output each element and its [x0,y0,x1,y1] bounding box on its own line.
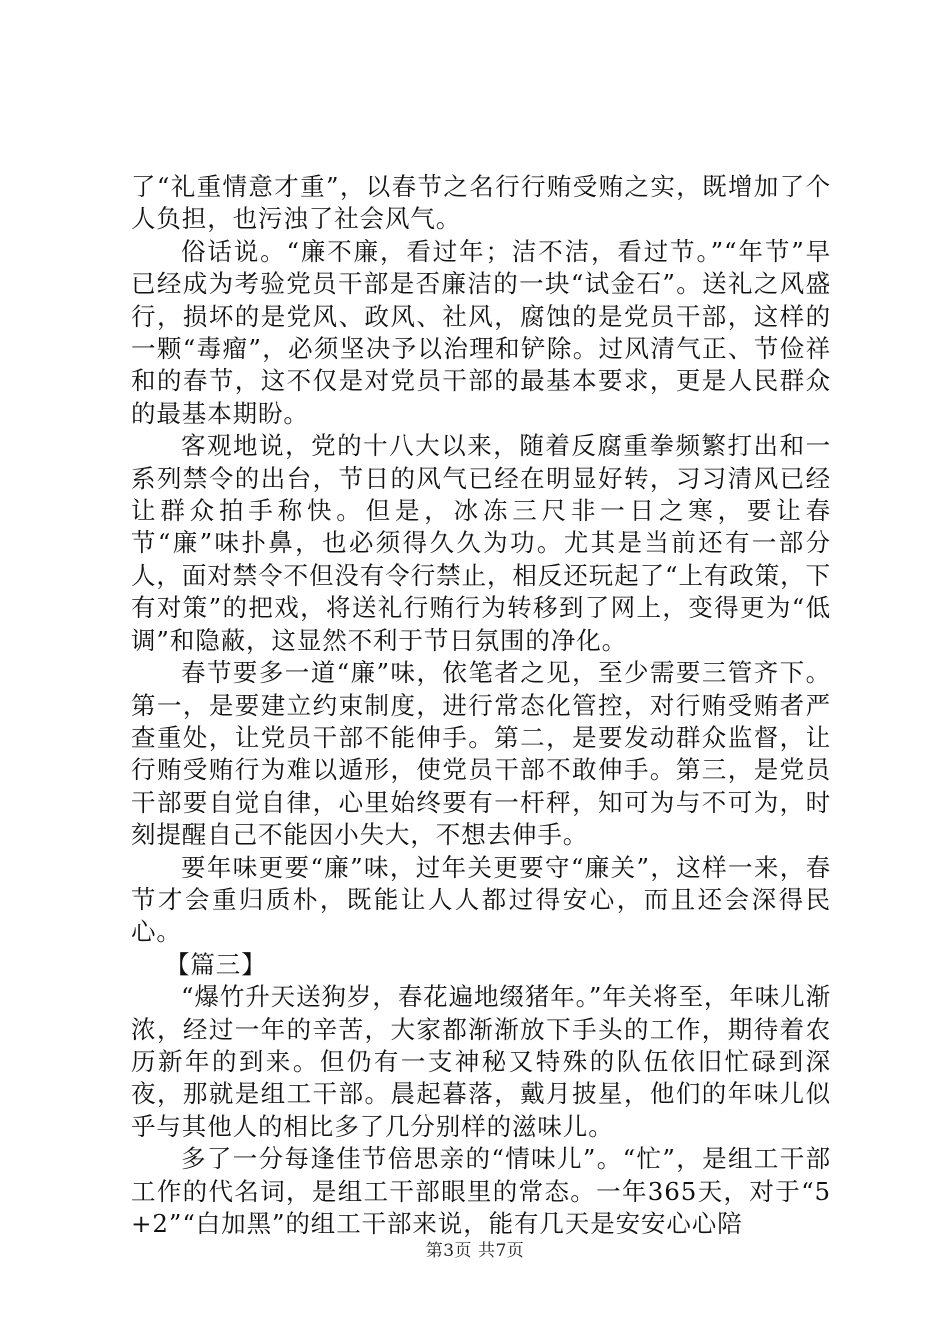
section-heading: 【篇三】 [165,949,267,979]
paragraph-objective: 客观地说，党的十八大以来，随着反腐重拳频繁打出和一系列禁令的出台，节日的风气已经在明显好转，习习清风已经让群众拍手称快。但是，冰冻三尺非一日之寒，要让春节“廉”味扑鼻，也必须得久久为功。尤其是当前还有一部分人，面对禁令不但没有令行禁止，相反还玩起了“上有政策，下有对策”的把戏，将送礼行贿行为转移到了网上，变得更为“低调”和隐蔽，这显然不利于节日氛围的净化。 [131,431,831,655]
page-number-footer: 第3页 共7页 [425,1241,525,1261]
paragraph-saying: 俗话说。“廉不廉，看过年；洁不洁，看过节。”“年节”早已经成为考验党员干部是否廉洁的一块“试金石”。送礼之风盛行，损坏的是党风、政风、社风，腐蚀的是党员干部，这样的一颗“毒瘤”，必须坚决予以治理和铲除。过风清气正、节俭祥和的春节，这不仅是对党员干部的最基本要求，更是人民群众的最基本期盼。 [131,236,831,428]
paragraph-firecrackers: “爆竹升天送狗岁，春花遍地缀猪年。”年关将至，年味儿渐浓，经过一年的辛苦，大家都渐渐放下手头的工作，期待着农历新年的到来。但仍有一支神秘又特殊的队伍依旧忙碌到深夜，那就是组工干部。晨起暮落，戴月披星，他们的年味儿似乎与其他人的相比多了几分别样的滋味儿。 [131,982,831,1141]
article-body [131,171,831,1240]
paragraph-continued: 了“礼重情意才重”，以春节之名行行贿受贿之实，既增加了个人负担，也污浊了社会风气。 [131,172,831,234]
paragraph-three-measures: 春节要多一道“廉”味，依笔者之见，至少需要三管齐下。第一，是要建立约束制度，进行常态化管控，对行贿受贿者严查重处，让党员干部不能伸手。第二，是要发动群众监督，让行贿受贿行为难以遁形，使党员干部不敢伸手。第三，是党员干部要自觉自律，心里始终要有一杆秤，知可为与不可为，时刻提醒自己不能因小失大，不想去伸手。 [131,658,831,850]
paragraph-conclusion: 要年味更要“廉”味，过年关更要守“廉关”，这样一来，春节才会重归质朴，既能让人人都过得安心，而且还会深得民心。 [131,852,831,947]
paragraph-family-longing: 多了一分每逢佳节倍思亲的“情味儿”。“忙”，是组工干部工作的代名词，是组工干部眼里的常态。一年365天，对于“5+2”“白加黑”的组工干部来说，能有几天是安安心心陪 [131,1144,831,1238]
